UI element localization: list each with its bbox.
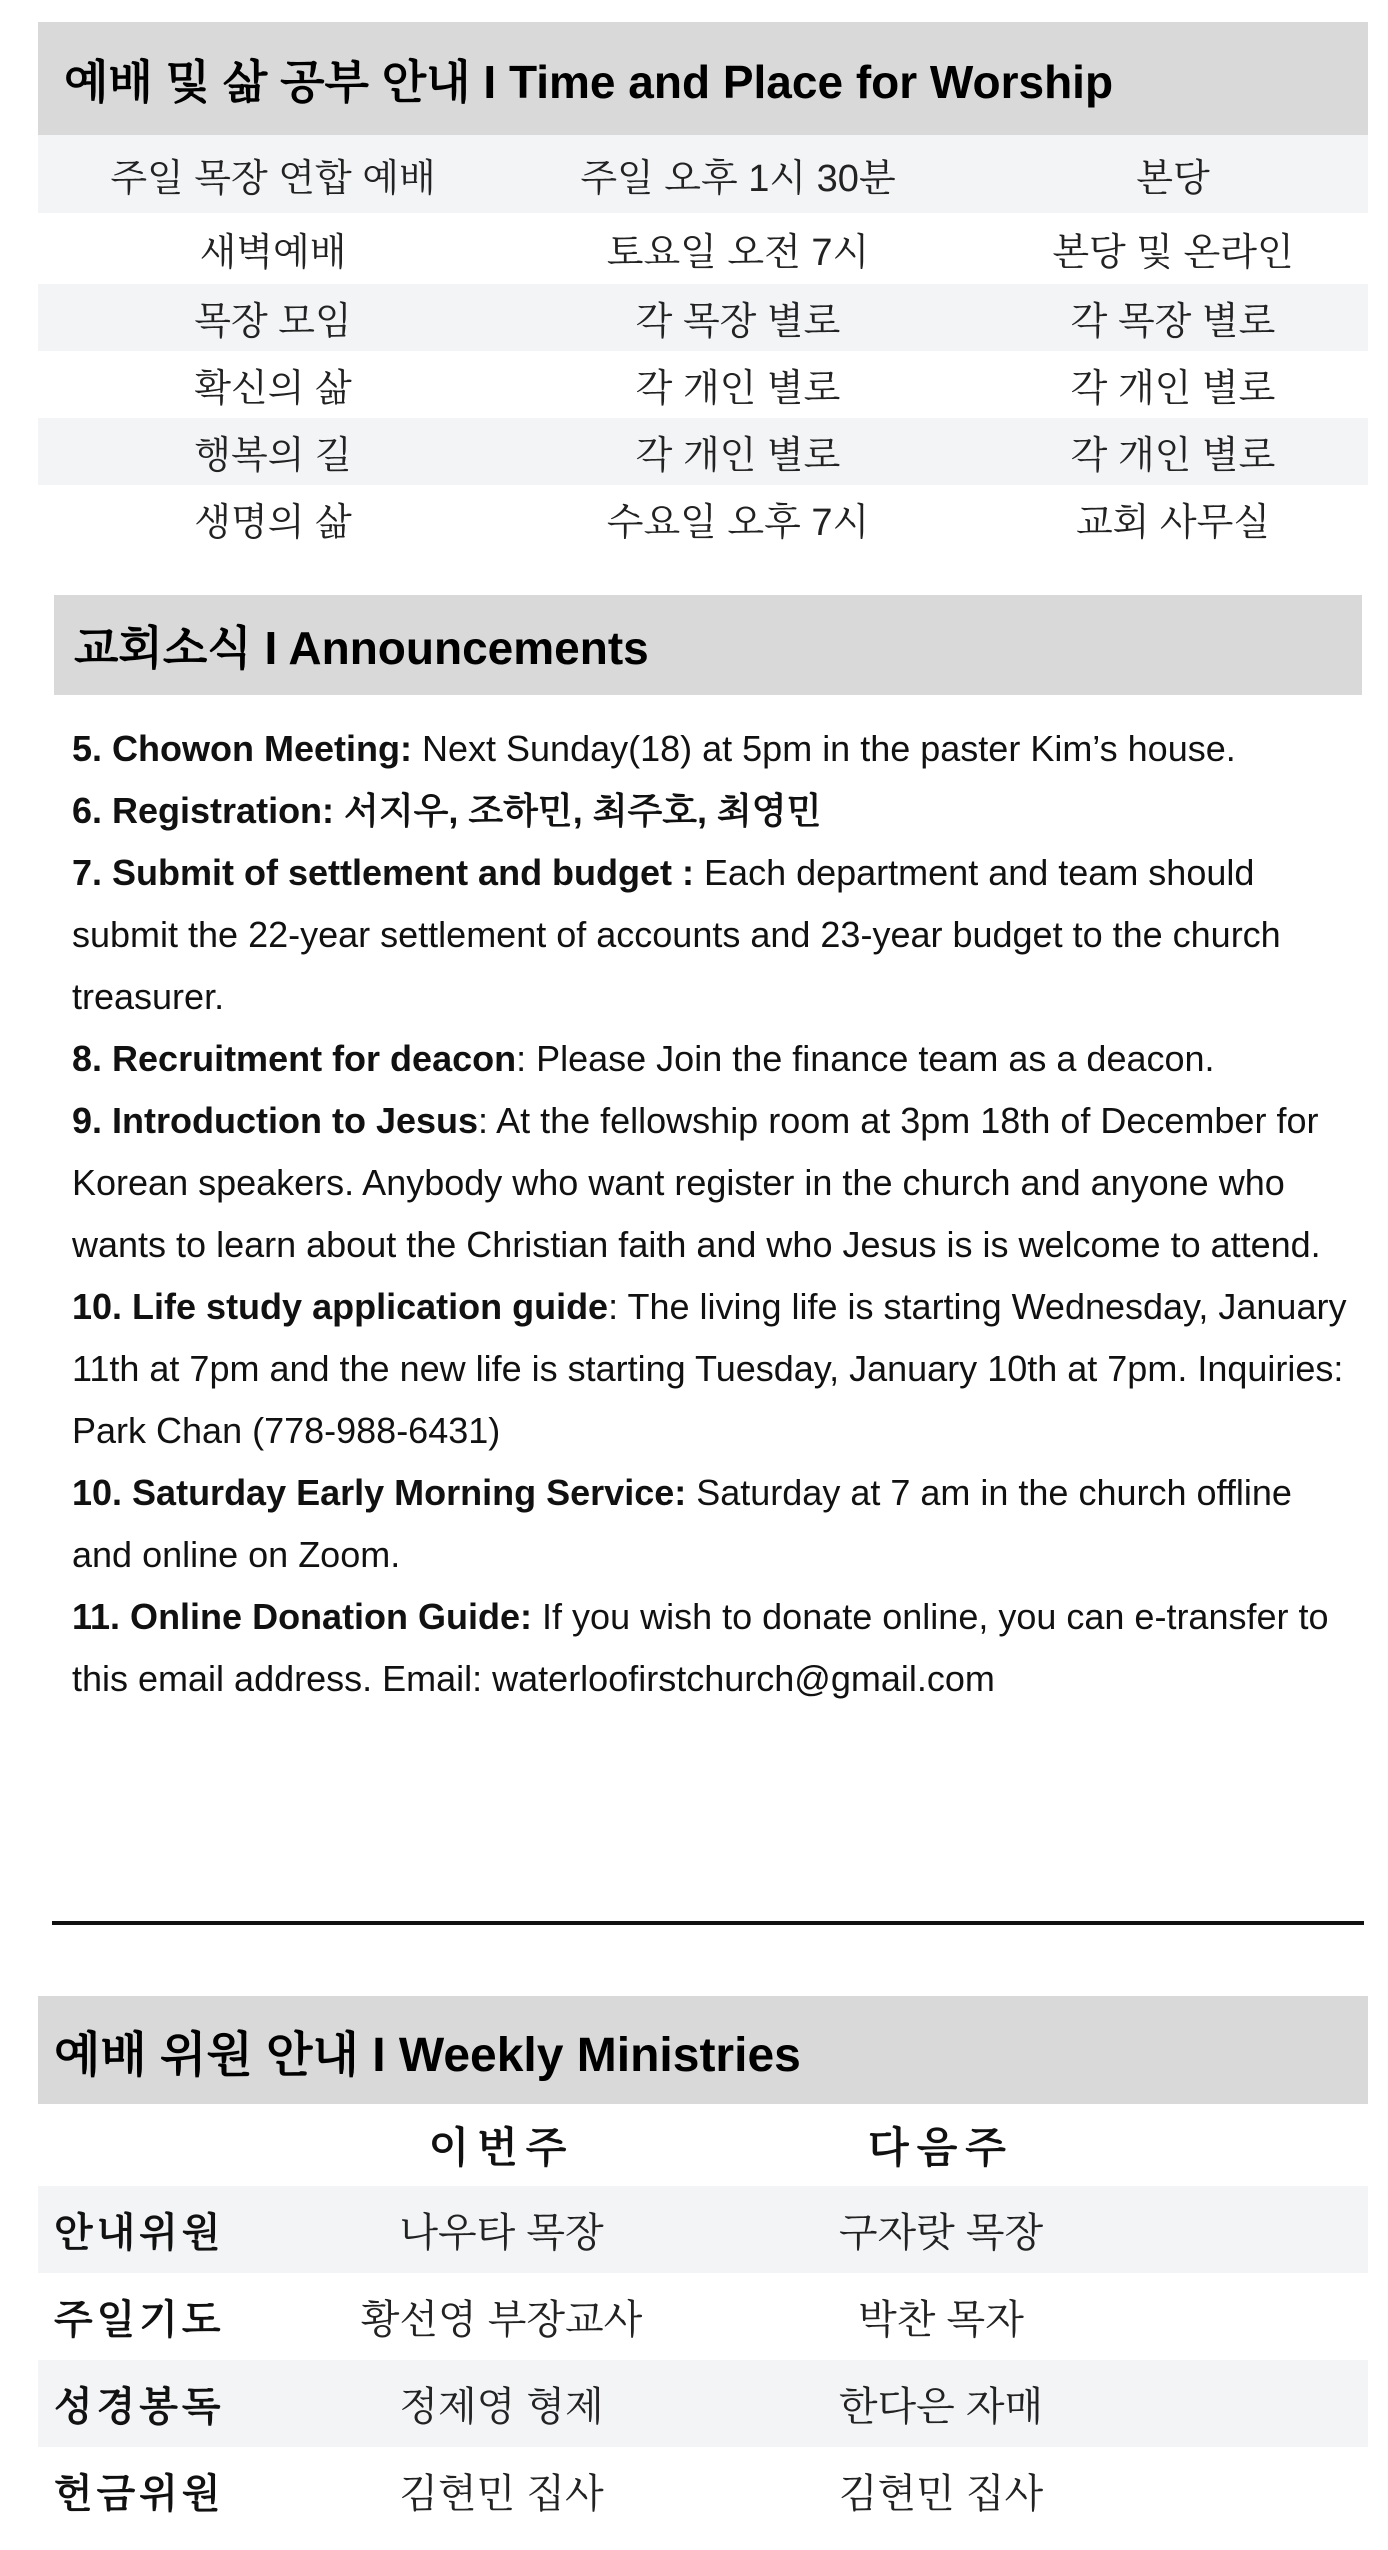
worship-service-time: 수요일 오후 7시 bbox=[606, 502, 870, 544]
worship-service-time: 각 개인 별로 bbox=[635, 368, 841, 410]
announcement-text: If you wish to donate online, you can e-transfer to this email address. Email: waterloofirstchurch@gmail.com bbox=[72, 1596, 1329, 1699]
ministry-row bbox=[38, 2273, 1368, 2360]
ministry-role: 성경봉독 bbox=[54, 2385, 225, 2429]
worship-service-name: 새벽예배 bbox=[199, 232, 347, 274]
worship-service-place: 각 개인 별로 bbox=[1070, 435, 1276, 477]
announcement-text: : At the fellowship room at 3pm 18th of December for Korean speakers. Anybody who want register in the church and anyone who wants to learn about the Christian faith and who Jesus is is welcome to attend. bbox=[72, 1100, 1321, 1265]
announcement-label: 5. Chowon Meeting: bbox=[72, 728, 412, 769]
worship-row bbox=[38, 213, 1368, 284]
announcement-label: 7. Submit of settlement and budget : bbox=[72, 852, 695, 893]
announcement-label: 6. Registration: 서지우, 조하민, 최주호, 최영민 bbox=[72, 790, 822, 831]
worship-service-name: 주일 목장 연합 예배 bbox=[110, 157, 436, 200]
worship-service-name: 목장 모임 bbox=[194, 301, 352, 343]
ministry-next-week: 박찬 목자 bbox=[858, 2298, 1024, 2342]
announcement-label: 10. Life study application guide bbox=[72, 1286, 609, 1327]
worship-service-place: 각 개인 별로 bbox=[1070, 368, 1276, 410]
ministry-row bbox=[38, 2447, 1368, 2534]
worship-row bbox=[38, 418, 1368, 485]
announcement-label: 10. Saturday Early Morning Service: bbox=[72, 1472, 687, 1513]
worship-service-time: 각 목장 별로 bbox=[635, 301, 841, 343]
worship-service-place: 본당 bbox=[1136, 157, 1210, 200]
announcement-item bbox=[72, 1090, 1352, 1276]
this-week-header: 이번주 bbox=[428, 2124, 575, 2171]
announcement-label: 9. Introduction to Jesus bbox=[72, 1100, 479, 1141]
announcements-list bbox=[72, 718, 1352, 1710]
announcement-item bbox=[72, 1276, 1352, 1462]
section-divider bbox=[52, 1921, 1364, 1925]
ministry-role: 안내위원 bbox=[54, 2211, 225, 2255]
worship-service-time: 토요일 오전 7시 bbox=[606, 232, 870, 274]
announcement-text: : The living life is starting Wednesday, January 11th at 7pm and the new life is starting Tuesday, January 10th at 7pm. Inquiries: Park Chan (778-988-6431) bbox=[72, 1286, 1347, 1451]
ministry-next-week: 김현민 집사 bbox=[838, 2472, 1044, 2516]
worship-service-place: 교회 사무실 bbox=[1075, 502, 1271, 544]
ministries-table bbox=[38, 2104, 1368, 2534]
announcement-text: Saturday at 7 am in the church offline and online on Zoom. bbox=[72, 1472, 1292, 1575]
ministry-next-week: 구자랏 목장 bbox=[838, 2211, 1044, 2255]
ministry-role: 헌금위원 bbox=[54, 2472, 225, 2516]
announcement-text: Each department and team should submit the 22-year settlement of accounts and 23-year budget to the church treasurer. bbox=[72, 852, 1281, 1017]
worship-service-time: 각 개인 별로 bbox=[635, 435, 841, 477]
worship-row bbox=[38, 135, 1368, 213]
ministry-row bbox=[38, 2360, 1368, 2447]
worship-schedule-table bbox=[38, 135, 1368, 552]
announcement-item bbox=[72, 1028, 1352, 1090]
next-week-header: 다음주 bbox=[868, 2124, 1014, 2171]
announcement-item bbox=[72, 1462, 1352, 1586]
ministry-role: 주일기도 bbox=[54, 2298, 225, 2342]
worship-service-name: 확신의 삶 bbox=[194, 368, 352, 410]
announcement-label: 8. Recruitment for deacon bbox=[72, 1038, 517, 1079]
worship-section-title: 예배 및 삶 공부 안내 I Time and Place for Worship bbox=[38, 22, 1368, 135]
announcement-text: : Please Join the finance team as a deacon. bbox=[516, 1038, 1215, 1079]
worship-service-place: 본당 및 온라인 bbox=[1052, 232, 1294, 274]
announcement-item bbox=[72, 1586, 1352, 1710]
worship-row bbox=[38, 284, 1368, 351]
worship-row bbox=[38, 351, 1368, 418]
ministry-this-week: 정제영 형제 bbox=[399, 2385, 604, 2429]
announcements-section-title: 교회소식 I Announcements bbox=[54, 595, 1362, 695]
announcement-label: 11. Online Donation Guide: bbox=[72, 1596, 533, 1637]
worship-service-name: 행복의 길 bbox=[194, 435, 352, 477]
ministry-this-week: 김현민 집사 bbox=[399, 2472, 604, 2516]
worship-service-time: 주일 오후 1시 30분 bbox=[580, 157, 896, 200]
announcement-text: Next Sunday(18) at 5pm in the paster Kim’s house. bbox=[411, 728, 1236, 769]
ministry-this-week: 황선영 부장교사 bbox=[360, 2298, 643, 2342]
worship-service-place: 각 목장 별로 bbox=[1070, 301, 1276, 343]
ministries-header-row bbox=[38, 2104, 1368, 2186]
ministries-section-title: 예배 위원 안내 I Weekly Ministries bbox=[38, 1996, 1368, 2104]
worship-row bbox=[38, 485, 1368, 552]
announcement-item bbox=[72, 718, 1352, 780]
announcement-item bbox=[72, 780, 1352, 842]
ministry-row bbox=[38, 2186, 1368, 2273]
ministry-this-week: 나우타 목장 bbox=[399, 2211, 604, 2255]
announcement-item bbox=[72, 842, 1352, 1028]
worship-service-name: 생명의 삶 bbox=[194, 502, 352, 544]
ministry-next-week: 한다은 자매 bbox=[838, 2385, 1044, 2429]
